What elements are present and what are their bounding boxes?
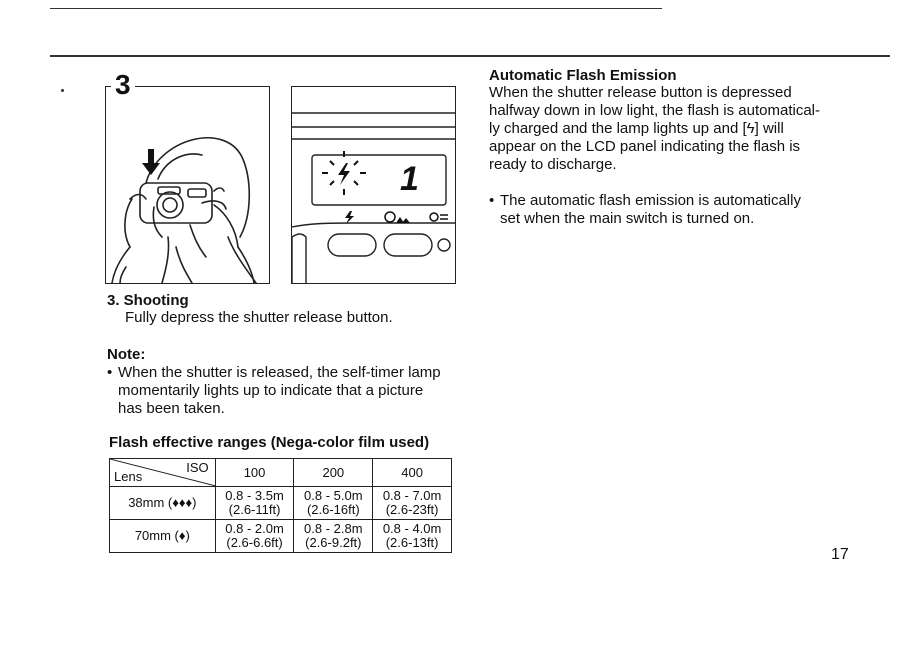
table-corner-cell bbox=[110, 459, 216, 487]
table-row bbox=[110, 520, 452, 553]
note-line: When the shutter is released, the self-timer lamp bbox=[118, 364, 441, 381]
range-cell: 0.8 - 4.0m (2.6-13ft) bbox=[373, 520, 452, 553]
paragraph-line: halfway down in low light, the flash is automatical- bbox=[489, 102, 820, 119]
corner-lens-label: Lens bbox=[114, 469, 143, 484]
step-title: 3. Shooting bbox=[107, 292, 189, 309]
paragraph-line: When the shutter release button is depressed bbox=[489, 84, 792, 101]
range-cell: 0.8 - 2.8m (2.6-9.2ft) bbox=[294, 520, 373, 553]
lcd-frame-counter: 1 bbox=[400, 160, 419, 198]
paragraph-line: appear on the LCD panel indicating the flash is bbox=[489, 138, 801, 155]
lcd-drawing bbox=[292, 87, 455, 283]
iso-header: 100 bbox=[215, 459, 294, 487]
auto-flash-paragraph bbox=[489, 84, 849, 174]
iso-header: 200 bbox=[294, 459, 373, 487]
step-text: Fully depress the shutter release button. bbox=[125, 309, 393, 326]
bullet-line: set when the main switch is turned on. bbox=[500, 210, 755, 227]
margin-dot bbox=[61, 89, 64, 92]
range-cell: 0.8 - 3.5m (2.6-11ft) bbox=[215, 487, 294, 520]
auto-flash-heading: Automatic Flash Emission bbox=[489, 67, 677, 84]
note-bullet bbox=[107, 364, 467, 420]
range-cell: 0.8 - 7.0m (2.6-23ft) bbox=[373, 487, 452, 520]
range-cell: 0.8 - 2.0m (2.6-6.6ft) bbox=[215, 520, 294, 553]
note-line: has been taken. bbox=[118, 400, 225, 417]
paragraph-line: ly charged and the lamp lights up and [ϟ] will bbox=[489, 120, 784, 137]
note-label: Note: bbox=[107, 346, 146, 363]
table-title: Flash effective ranges (Nega-color film used) bbox=[109, 434, 430, 451]
header-rule bbox=[50, 55, 890, 57]
range-cell: 0.8 - 5.0m (2.6-16ft) bbox=[294, 487, 373, 520]
auto-flash-bullet bbox=[489, 192, 849, 230]
lcd-panel-illustration bbox=[291, 86, 456, 284]
flash-range-table bbox=[109, 458, 452, 553]
lens-cell: 38mm (♦♦♦) bbox=[110, 487, 216, 520]
table-row bbox=[110, 487, 452, 520]
lens-cell: 70mm (♦) bbox=[110, 520, 216, 553]
top-rule bbox=[50, 8, 662, 9]
step-number: 3 bbox=[111, 70, 135, 100]
photographer-drawing bbox=[106, 87, 269, 283]
corner-iso-label: ISO bbox=[186, 460, 209, 475]
bullet-line: The automatic flash emission is automatically bbox=[500, 192, 801, 209]
shooting-illustration bbox=[105, 86, 270, 284]
iso-header: 400 bbox=[373, 459, 452, 487]
bullet-mark: • bbox=[107, 364, 113, 381]
paragraph-line: ready to discharge. bbox=[489, 156, 617, 173]
table-header-row bbox=[110, 459, 452, 487]
bullet-mark: • bbox=[489, 192, 495, 209]
page-number: 17 bbox=[831, 546, 849, 563]
note-line: momentarily lights up to indicate that a picture bbox=[118, 382, 424, 399]
